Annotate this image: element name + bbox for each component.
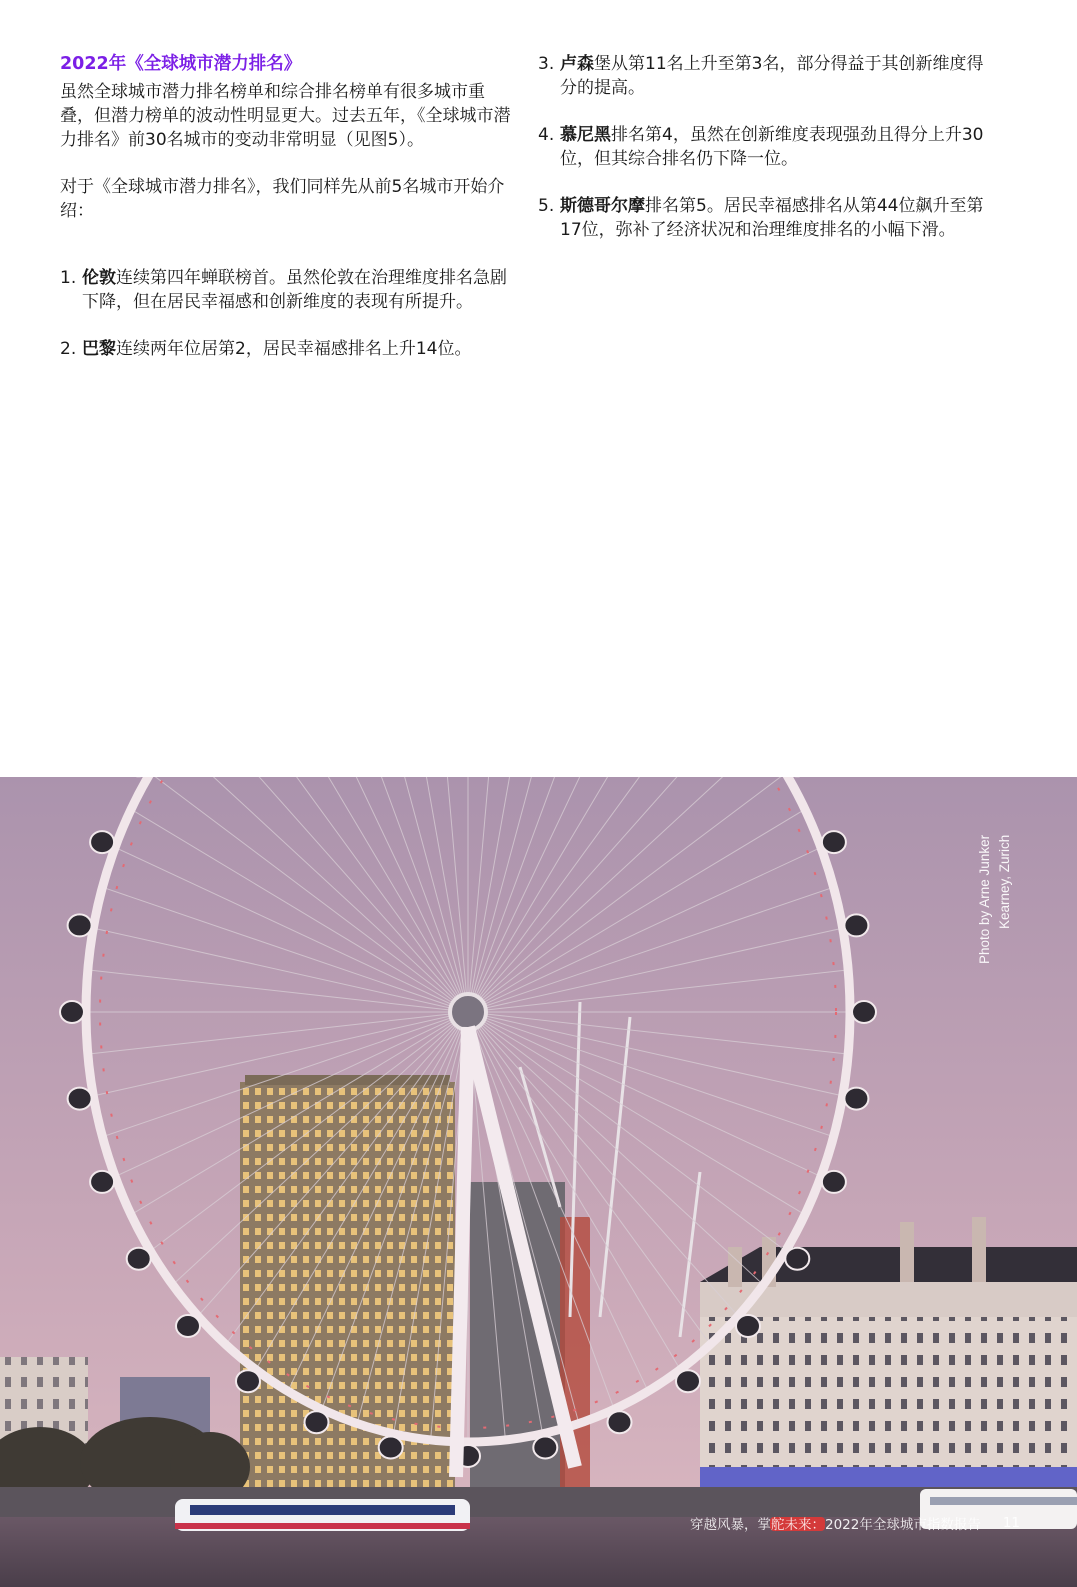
section-heading: 2022年《全球城市潜力排名》 xyxy=(60,54,302,74)
list-item: 2. 巴黎连续两年位居第2，居民幸福感排名上升14位。 xyxy=(60,339,472,359)
intro-paragraph: 虽然全球城市潜力排名榜单和综合排名榜单有很多城市重叠，但潜力榜单的波动性明显更大。过去五年，《全球城市潜力排名》前30名城市的变动非常明显（见图5）。 xyxy=(60,82,511,150)
list-item: 5. 斯德哥尔摩排名第5。居民幸福感排名从第44位飙升至第17位，弥补了经济状况和治理维度排名的小幅下滑。 xyxy=(538,196,984,240)
wheel-capsule xyxy=(176,1315,200,1337)
london-eye-photo xyxy=(0,777,1077,1587)
city-name: 斯德哥尔摩 xyxy=(560,196,645,216)
wheel-capsule xyxy=(90,831,114,853)
item-text: 连续第四年蝉联榜首。虽然伦敦在治理维度排名急剧下降，但在居民幸福感和创新维度的表现有所提升。 xyxy=(82,268,507,312)
item-text: 堡从第11名上升至第3名，部分得益于其创新维度得分的提高。 xyxy=(560,54,984,98)
right-column xyxy=(538,52,993,265)
wheel-capsule xyxy=(379,1437,403,1459)
wheel-capsule xyxy=(608,1411,632,1433)
wheel-capsule xyxy=(305,1411,329,1433)
city-name: 慕尼黑 xyxy=(560,125,611,145)
ranking-list-right xyxy=(538,52,993,242)
wheel-capsule xyxy=(60,1001,84,1023)
wheel-capsule xyxy=(736,1315,760,1337)
city-name: 卢森 xyxy=(560,54,594,74)
wheel-capsule xyxy=(90,1171,114,1193)
wheel-capsule xyxy=(844,914,868,936)
item-text: 连续两年位居第2，居民幸福感排名上升14位。 xyxy=(116,339,472,359)
wheel-capsule xyxy=(785,1248,809,1270)
wheel-capsule xyxy=(533,1437,557,1459)
city-name: 伦敦 xyxy=(82,268,116,288)
wheel-capsule xyxy=(844,1088,868,1110)
photo-credit: Photo by Arne Junker Kearney, Zurich xyxy=(977,835,1012,965)
city-name: 巴黎 xyxy=(82,339,116,359)
wheel-capsule xyxy=(68,1088,92,1110)
wheel-capsule xyxy=(127,1248,151,1270)
wheel-capsule xyxy=(822,1171,846,1193)
wheel-capsule xyxy=(236,1370,260,1392)
wheel-capsule xyxy=(822,831,846,853)
wheel-capsule xyxy=(676,1370,700,1392)
item-text: 排名第5。居民幸福感排名从第44位飙升至第17位，弥补了经济状况和治理维度排名的小幅下滑。 xyxy=(560,196,984,240)
list-item: 1. 伦敦连续第四年蝉联榜首。虽然伦敦在治理维度排名急剧下降，但在居民幸福感和创新维度的表现有所提升。 xyxy=(60,268,507,312)
page-footer xyxy=(690,1513,1020,1533)
intro-paragraph-2: 对于《全球城市潜力排名》，我们同样先从前5名城市开始介绍： xyxy=(60,177,505,221)
wheel-capsule xyxy=(852,1001,876,1023)
left-column xyxy=(60,52,515,384)
ranking-list-left xyxy=(60,266,515,361)
page-number: 11 xyxy=(1002,1515,1020,1531)
list-item: 4. 慕尼黑排名第4，虽然在创新维度表现强劲且得分上升30位，但其综合排名仍下降一位。 xyxy=(538,125,984,169)
riverboat xyxy=(175,1499,470,1531)
wheel-capsule xyxy=(68,914,92,936)
report-title: 穿越风暴，掌舵未来：2022年全球城市指数报告 xyxy=(690,1517,981,1533)
photo-illustration xyxy=(0,777,1077,1587)
list-item: 3. 卢森堡从第11名上升至第3名，部分得益于其创新维度得分的提高。 xyxy=(538,54,984,98)
item-text: 排名第4，虽然在创新维度表现强劲且得分上升30位，但其综合排名仍下降一位。 xyxy=(560,125,984,169)
